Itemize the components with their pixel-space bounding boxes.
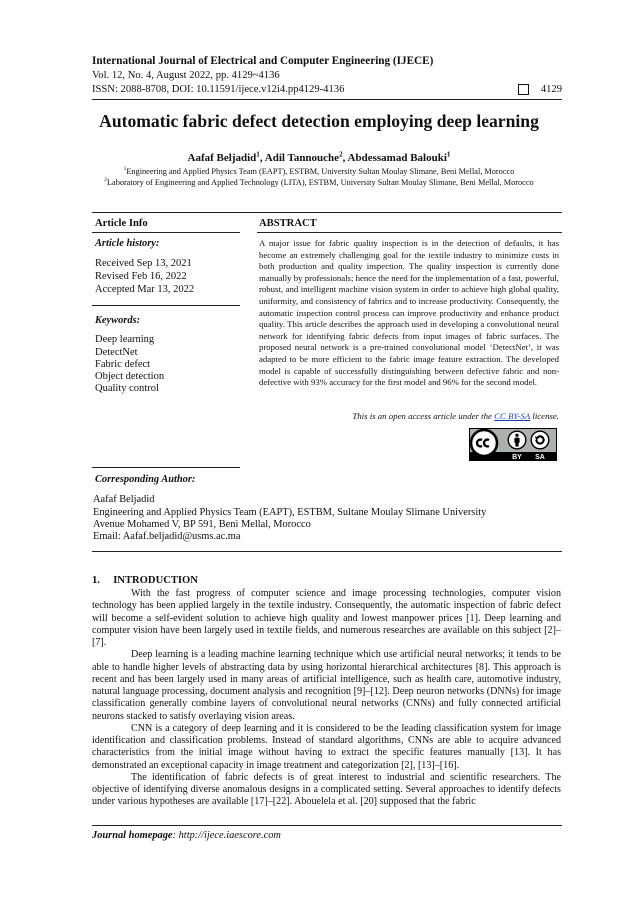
introduction-body <box>92 588 561 809</box>
history-accepted: Accepted Mar 13, 2022 <box>95 284 195 295</box>
paragraph: With the fast progress of computer science and image processing technologies, computer vision technology has been applied largely in the textile industry. Consequently, the automatic inspection of fabric defect will become a self-evident solution to achieve high quality and lowest manpower prices [1]. Deep learning and computer vision have been largely used in textile fields, and numerous researches are available on this subject [2]–[7]. <box>92 588 561 648</box>
corresponding-affiliation: Engineering and Applied Physics Team (EAPT), ESTBM, Sultane Moulay Slimane University <box>93 507 487 518</box>
header-rule <box>92 99 562 100</box>
keyword: Quality control <box>95 383 159 394</box>
affiliation-1: $^1$Engineering and Applied Physics Team (EAPT), ESTBM, University Sultan Moulay Slimane, Beni Mellal, Morocco <box>123 166 515 176</box>
article-info-heading: Article Info <box>95 218 148 229</box>
sa-label: SA <box>535 454 545 461</box>
abstract-text: A major issue for fabric quality inspection is in the detection of defaults, it has become an extremely challenging goal for the textile industry to minimize costs in both production and quality inspection. The quality inspection is currently done manually by professionals; hence the need for the implementation of a fast, powerful, robust, and intelligent machine vision system in order to achieve high global quality, uniformity, and consistency of fabrics and to increase productivity. Consequently, the automatic inspection control process can improve productivity and enhance product quality. This article describes the approach used in developing a convolutional neural network for identifying fabric defects from input images of fabric surfaces. The proposed neural network is a pre-trained convolutional model ‘DetectNet’, it was adapted to be more efficient to the fabric image feature extraction. The developed model is capable of successfully distinguishing between defective fabric and non-defective with 93% accuracy for the first model and 96% for the second model. <box>259 238 559 388</box>
homepage-link[interactable]: http://ijece.iaescore.com <box>178 830 281 841</box>
sa-icon <box>531 431 549 449</box>
corresponding-email: Email: Aafaf.beljadid@usms.ac.ma <box>93 531 241 542</box>
section-bottom-rule <box>92 551 562 552</box>
paragraph: The identification of fabric defects is of great interest to industrial and scientific researchers. The objective of identifying diverse anomalous designs in a complicated setting. Several approaches to identify defects under various hypotheses are available [17]–[22]. Abouelela et al. [20] supposed that the fabric <box>92 771 561 808</box>
author-list <box>0 152 638 164</box>
footer-rule <box>92 825 562 826</box>
affiliation-2: $^2$Laboratory of Engineering and Applied Technology (LITA), ESTBM, University Sultan Moulay Slimane, Beni Mellal, Morocco <box>104 177 534 187</box>
keyword: DetectNet <box>95 347 138 358</box>
corresponding-name: Aafaf Beljadid <box>93 494 155 505</box>
abstract-rule <box>257 232 562 233</box>
journal-homepage: Journal homepage: http://ijece.iaescore.com <box>92 830 281 841</box>
abstract-heading: ABSTRACT <box>259 218 317 229</box>
page-number: 4129 <box>540 84 562 95</box>
article-info-rule <box>92 232 240 233</box>
keywords-heading: Keywords: <box>95 315 141 326</box>
corresponding-address: Avenue Mohamed V, BP 591, Beni Mellal, Morocco <box>93 519 311 530</box>
paragraph: CNN is a category of deep learning and it is considered to be the leading classification system for image identification and classification problems. Instead of standard algorithms, CNNs are able to acquire advanced characteristics from the initial image without having to extract the specific features manually [13]. It has demonstrated an exceptional capacity in image treatment and categorization [2], [13]–[16]. <box>92 722 561 771</box>
cc-by-sa-badge[interactable] <box>469 428 557 461</box>
open-access-notice: This is an open access article under the CC BY-SA license. <box>352 411 559 421</box>
keyword: Deep learning <box>95 334 155 345</box>
checkbox-square-icon <box>518 84 529 95</box>
page-number-block <box>518 84 562 95</box>
keywords-rule <box>92 467 240 468</box>
by-label: BY <box>512 454 522 461</box>
history-revised: Revised Feb 16, 2022 <box>95 271 187 282</box>
history-rule <box>92 305 240 306</box>
by-icon <box>508 431 526 449</box>
journal-name: International Journal of Electrical and Computer Engineering (IJECE) <box>92 55 434 67</box>
paragraph: Deep learning is a leading machine learning technique which use artificial neural networks; it tends to be able to handle higher levels of abstracting data by using horizontal hierarchical architectures [8]. This approach is recent and has been largely used in many areas of artificial intelligence, such as health care, automotive industry, natural language processing, document analysis and recognition [9]–[12]. Deep neuron networks (DNNs) for image classification generally combine layers of convolutional neural networks (CNNs) and fully connected artificial neurons stacked to satisfy overlaying vision areas. <box>92 649 561 722</box>
author: Adil Tannouche$^2$, <box>264 150 348 164</box>
keyword: Object detection <box>95 371 165 382</box>
cc-icon <box>471 430 497 456</box>
author: Abdessamad Balouki$^1$ <box>347 150 451 164</box>
section-top-rule <box>92 212 562 213</box>
cc-by-sa-link[interactable]: CC BY-SA <box>494 411 531 421</box>
issn-doi: ISSN: 2088-8708, DOI: 10.11591/ijece.v12i4.pp4129-4136 <box>92 84 345 95</box>
paper-title: Automatic fabric defect detection employing deep learning <box>99 111 539 131</box>
introduction-heading: 1. INTRODUCTION <box>92 575 198 586</box>
volume-info: Vol. 12, No. 4, August 2022, pp. 4129~4136 <box>92 70 280 81</box>
keyword: Fabric defect <box>95 359 151 370</box>
history-received: Received Sep 13, 2021 <box>95 258 192 269</box>
author: Aafaf Beljadid$^1$, <box>187 150 265 164</box>
corresponding-author-heading: Corresponding Author: <box>95 474 196 485</box>
article-history-heading: Article history: <box>95 238 160 249</box>
